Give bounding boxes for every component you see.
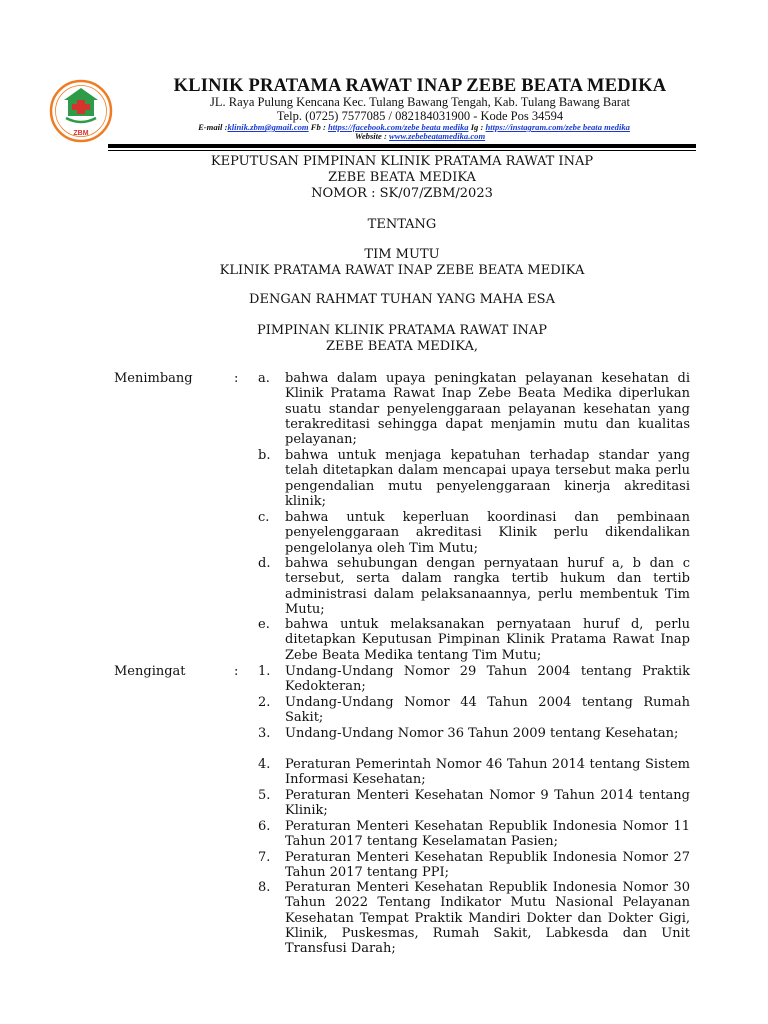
mengingat-item bbox=[250, 726, 690, 741]
item-text: Undang-Undang Nomor 29 Tahun 2004 tentang Praktik Kedokteran; bbox=[285, 664, 690, 695]
logo-text: ZBM bbox=[73, 130, 89, 137]
item-marker: a. bbox=[258, 371, 270, 386]
mengingat-item bbox=[250, 850, 690, 881]
decree-title-line-2: ZEBE BEATA MEDIKA bbox=[328, 170, 476, 185]
item-text: Peraturan Menteri Kesehatan Republik Indonesia Nomor 30 Tahun 2022 Tentang Indikator Mutu Nasional Pelayanan Kesehatan Tempat Praktik Mandiri Dokter dan Dokter Gigi, Klinik, Puskesmas, Rumah Sakit, Labkesda dan Unit Transfusi Darah; bbox=[285, 880, 690, 957]
item-marker: 8. bbox=[258, 880, 271, 895]
instagram-label: Ig : bbox=[468, 122, 486, 132]
letterhead-divider-thin bbox=[108, 150, 696, 151]
mengingat-item bbox=[250, 788, 690, 819]
menimbang-item bbox=[250, 448, 690, 509]
item-marker: 6. bbox=[258, 819, 271, 834]
item-text: bahwa sehubungan dengan pernyataan huruf a, b dan c tersebut, serta dalam rangka tertib hukum dan tertib administrasi dalam pelaksanaannya, perlu membentuk Tim Mutu; bbox=[285, 556, 690, 617]
clinic-phone: Telp. (0725) 7577085 / 082184031900 - Kode Pos 34594 bbox=[276, 109, 564, 123]
item-marker: d. bbox=[258, 556, 271, 571]
decree-number: NOMOR : SK/07/ZBM/2023 bbox=[311, 186, 493, 201]
item-text: bahwa untuk keperluan koordinasi dan pembinaan penyelenggaraan akreditasi Klinik perlu dikendalikan pengelolanya oleh Tim Mutu; bbox=[285, 510, 690, 556]
mengingat-label: Mengingat bbox=[114, 664, 186, 679]
website-link[interactable]: www.zebebeatamedika.com bbox=[389, 131, 486, 141]
subject-line-1: TIM MUTU bbox=[364, 247, 440, 262]
item-text: bahwa untuk menjaga kepatuhan terhadap standar yang telah ditetapkan dalam mencapai upaya tersebut maka perlu pengendalian mutu penyelenggaraan kinerja akreditasi klinik; bbox=[285, 448, 690, 509]
menimbang-colon: : bbox=[234, 371, 239, 386]
website-label: Website : bbox=[354, 131, 390, 141]
clinic-website-line bbox=[120, 131, 720, 141]
item-marker: e. bbox=[258, 617, 270, 632]
about-label: TENTANG bbox=[367, 217, 437, 232]
item-text: Peraturan Pemerintah Nomor 46 Tahun 2014 tentang Sistem Informasi Kesehatan; bbox=[285, 757, 690, 788]
mengingat-colon: : bbox=[234, 664, 239, 679]
subject-line-2: KLINIK PRATAMA RAWAT INAP ZEBE BEATA MEDIKA bbox=[219, 263, 585, 278]
item-marker: 2. bbox=[258, 695, 271, 710]
item-text: bahwa dalam upaya peningkatan pelayanan kesehatan di Klinik Pratama Rawat Inap Zebe Beata Medika diperlukan suatu standar penyelenggaraan pelayanan kesehatan yang terakreditasi sehingga dapat menjamin mutu dan kualitas pelayanan; bbox=[285, 371, 690, 448]
decree-title-line-1: KEPUTUSAN PIMPINAN KLINIK PRATAMA RAWAT INAP bbox=[210, 154, 594, 169]
item-marker: b. bbox=[258, 448, 271, 463]
menimbang-label: Menimbang bbox=[114, 371, 193, 386]
clinic-logo bbox=[48, 78, 114, 144]
invocation: DENGAN RAHMAT TUHAN YANG MAHA ESA bbox=[249, 292, 555, 307]
item-marker: c. bbox=[258, 510, 270, 525]
mengingat-item bbox=[250, 819, 690, 850]
mengingat-item bbox=[250, 664, 690, 695]
menimbang-item bbox=[250, 617, 690, 663]
item-text: Peraturan Menteri Kesehatan Republik Indonesia Nomor 27 Tahun 2017 tentang PPI; bbox=[285, 850, 690, 881]
clinic-name: KLINIK PRATAMA RAWAT INAP ZEBE BEATA MEDIKA bbox=[173, 76, 667, 96]
instagram-link[interactable]: https://instagram.com/zebe beata medika bbox=[485, 122, 630, 132]
email-link[interactable]: klinik.zbm@gmail.com bbox=[227, 122, 309, 132]
item-marker: 7. bbox=[258, 850, 271, 865]
item-text: Peraturan Menteri Kesehatan Republik Indonesia Nomor 11 Tahun 2017 tentang Keselamatan Pasien; bbox=[285, 819, 690, 850]
facebook-link[interactable]: https://facebook.com/zebe beata medika bbox=[327, 122, 469, 132]
item-text: Undang-Undang Nomor 44 Tahun 2004 tentang Rumah Sakit; bbox=[285, 695, 690, 726]
mengingat-item bbox=[250, 757, 690, 788]
menimbang-item bbox=[250, 510, 690, 556]
item-marker: 1. bbox=[258, 664, 271, 679]
letterhead-divider-thick bbox=[108, 144, 696, 148]
email-label: E-mail : bbox=[198, 122, 228, 132]
mengingat-item bbox=[250, 880, 690, 956]
item-text: Peraturan Menteri Kesehatan Nomor 9 Tahun 2014 tentang Klinik; bbox=[285, 788, 690, 819]
item-text: Undang-Undang Nomor 36 Tahun 2009 tentang Kesehatan; bbox=[285, 726, 679, 741]
menimbang-item bbox=[250, 556, 690, 617]
facebook-label: Fb : bbox=[308, 122, 328, 132]
item-marker: 4. bbox=[258, 757, 271, 772]
issuer-line-1: PIMPINAN KLINIK PRATAMA RAWAT INAP bbox=[256, 323, 548, 338]
mengingat-item bbox=[250, 695, 690, 726]
item-text: bahwa untuk melaksanakan pernyataan huruf d, perlu ditetapkan Keputusan Pimpinan Klinik Pratama Rawat Inap Zebe Beata Medika tentang Tim Mutu; bbox=[285, 617, 690, 663]
item-marker: 3. bbox=[258, 726, 271, 741]
clinic-address: JL. Raya Pulung Kencana Kec. Tulang Bawang Tengah, Kab. Tulang Bawang Barat bbox=[209, 95, 630, 109]
menimbang-item bbox=[250, 371, 690, 447]
issuer-line-2: ZEBE BEATA MEDIKA, bbox=[326, 339, 478, 354]
item-marker: 5. bbox=[258, 788, 271, 803]
